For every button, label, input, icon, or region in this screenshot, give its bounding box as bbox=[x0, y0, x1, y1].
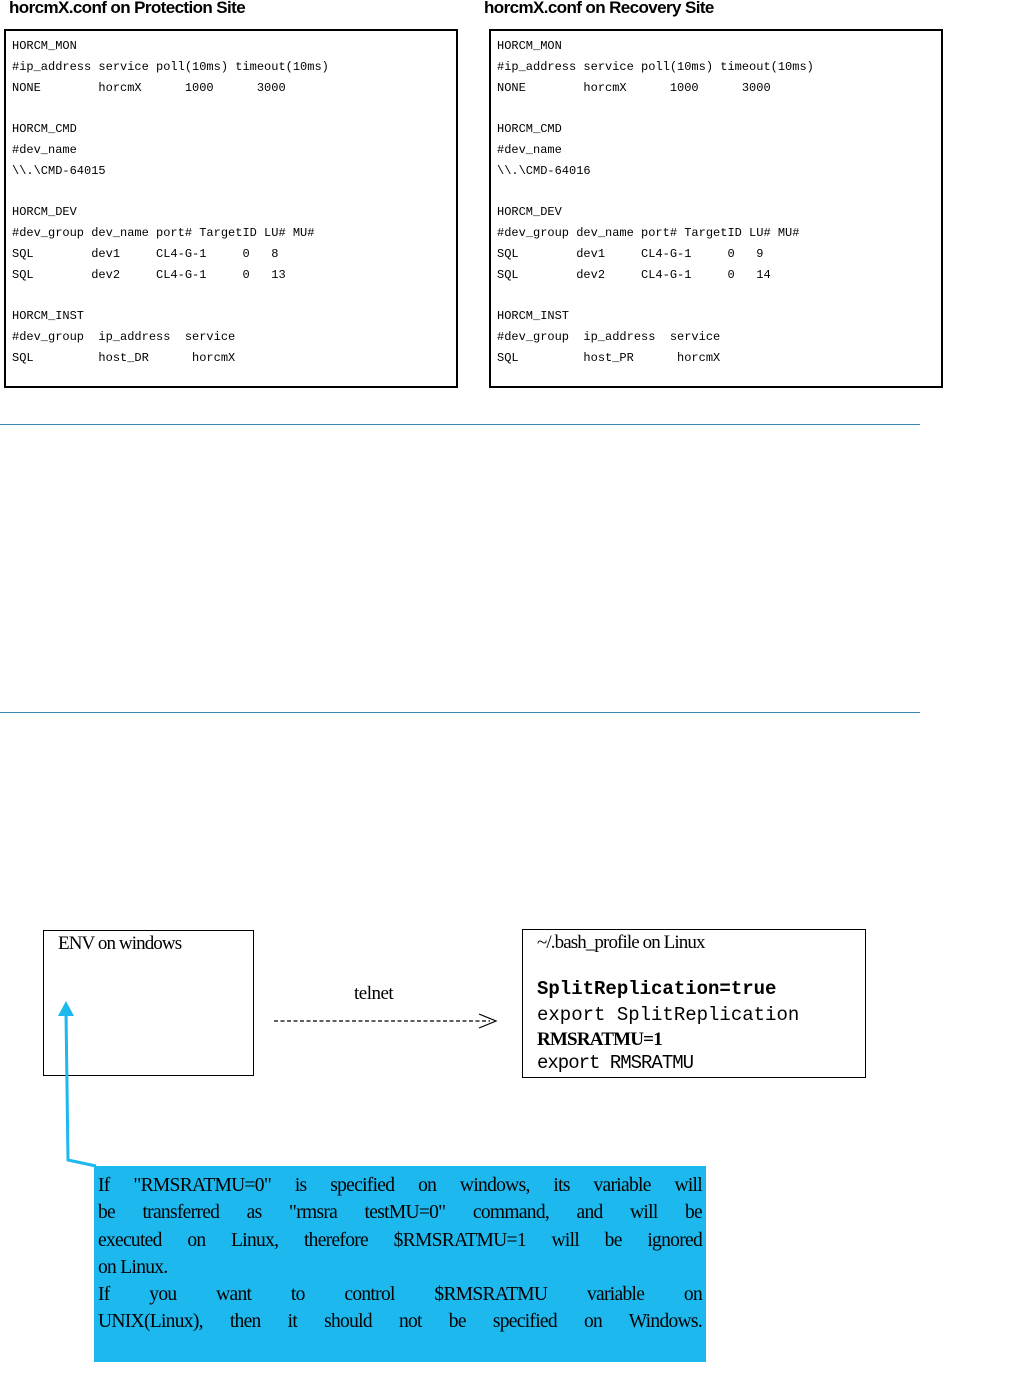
protection-config-text: HORCM_MON #ip_address service poll(10ms) timeout(10ms) NONE horcmX 1000 3000 HORCM_CMD #dev_name \\.\CMD-64015 HORCM_DEV #dev_group dev_name port# TargetID LU# MU# SQL dev1 CL4-G-1 0 8 SQL dev2 CL4-G-1 0 13 HORCM_INST #dev_group ip_address service SQL host_DR horcmX bbox=[12, 39, 329, 365]
rmsratmu-note-box bbox=[94, 1166, 706, 1362]
note-line-2: be transferred as "rmsra testMU=0" command, and will be bbox=[98, 1202, 702, 1224]
linux-profile-line-4: export RMSRATMU bbox=[537, 1052, 694, 1074]
recovery-site-caption: horcmX.conf on Recovery Site bbox=[484, 0, 714, 17]
protection-site-caption: horcmX.conf on Protection Site bbox=[9, 0, 246, 17]
note-line-5: If you want to control $RMSRATMU variable on bbox=[98, 1284, 702, 1306]
telnet-label: telnet bbox=[354, 983, 394, 1004]
note-line-1: If "RMSRATMU=0" is specified on windows, its variable will bbox=[98, 1175, 702, 1196]
rmsratmu-note-text bbox=[98, 1172, 702, 1336]
linux-profile-line-1: SplitReplication=true bbox=[537, 978, 777, 1000]
linux-profile-line-3: RMSRATMU=1 bbox=[537, 1029, 662, 1050]
recovery-config-text: HORCM_MON #ip_address service poll(10ms) timeout(10ms) NONE horcmX 1000 3000 HORCM_CMD #dev_name \\.\CMD-64016 HORCM_DEV #dev_group dev_name port# TargetID LU# MU# SQL dev1 CL4-G-1 0 9 SQL dev2 CL4-G-1 0 14 HORCM_INST #dev_group ip_address service SQL host_PR horcmX bbox=[497, 39, 814, 365]
note-line-3: executed on Linux, therefore $RMSRATMU=1 will be ignored bbox=[98, 1229, 702, 1251]
windows-env-title: ENV on windows bbox=[58, 933, 182, 954]
telnet-arrow bbox=[274, 1014, 496, 1028]
note-line-6: UNIX(Linux), then it should not be specified on Windows. bbox=[98, 1311, 702, 1333]
linux-profile-title: ~/.bash_profile on Linux bbox=[537, 932, 705, 953]
note-pointer-arrow bbox=[58, 1001, 96, 1166]
linux-profile-line-2: export SplitReplication bbox=[537, 1004, 800, 1026]
note-line-4: on Linux. bbox=[98, 1256, 168, 1278]
